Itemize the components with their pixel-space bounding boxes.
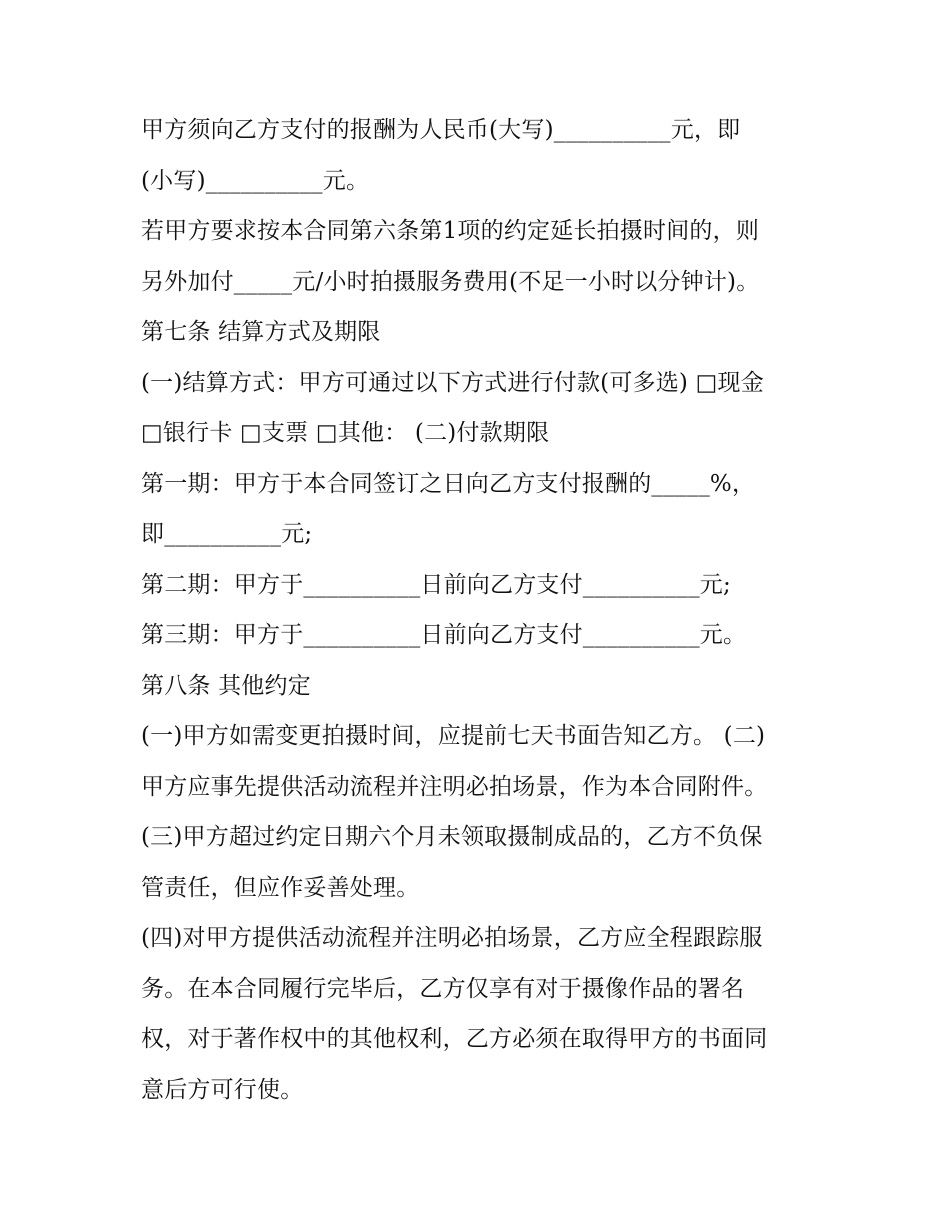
text-line-8: 第一期：甲方于本合同签订之日向乙方支付报酬的_____%， — [141, 471, 756, 497]
text-line-2: (小写)__________元。 — [141, 168, 370, 194]
text-line-13: (一)甲方如需变更拍摄时间，应提前七天书面告知乙方。 (二) — [141, 723, 766, 749]
text-line-20: 意后方可行使。 — [141, 1077, 304, 1103]
text-line-18: 务。在本合同履行完毕后，乙方仅享有对于摄像作品的署名 — [141, 976, 745, 1002]
text-line-14: 甲方应事先提供活动流程并注明必拍场景，作为本合同附件。 — [141, 774, 768, 800]
section-heading-8: 第八条 其他约定 — [141, 673, 311, 699]
text-line-4: 另外加付_____元/小时拍摄服务费用(不足一小时以分钟计)。 — [141, 269, 760, 295]
text-line-10: 第二期：甲方于__________日前向乙方支付__________元; — [141, 572, 731, 598]
section-heading-7: 第七条 结算方式及期限 — [141, 319, 381, 345]
text-line-17: (四)对甲方提供活动流程并注明必拍场景，乙方应全程跟踪服 — [141, 925, 763, 951]
text-line-7: □银行卡 □支票 □其他： (二)付款期限 — [141, 420, 550, 446]
text-line-16: 管责任，但应作妥善处理。 — [141, 875, 420, 901]
text-line-11: 第三期：甲方于__________日前向乙方支付__________元。 — [141, 622, 747, 648]
text-line-1: 甲方须向乙方支付的报酬为人民币(大写)__________元，即 — [141, 117, 741, 143]
text-line-3: 若甲方要求按本合同第六条第1项的约定延长拍摄时间的，则 — [141, 218, 760, 244]
text-line-9: 即__________元; — [141, 521, 313, 547]
text-line-19: 权，对于著作权中的其他权利，乙方必须在取得甲方的书面同 — [141, 1026, 768, 1052]
text-line-6: (一)结算方式：甲方可通过以下方式进行付款(可多选) □现金 — [141, 370, 764, 396]
text-line-15: (三)甲方超过约定日期六个月未领取摄制成品的，乙方不负保 — [141, 824, 763, 850]
